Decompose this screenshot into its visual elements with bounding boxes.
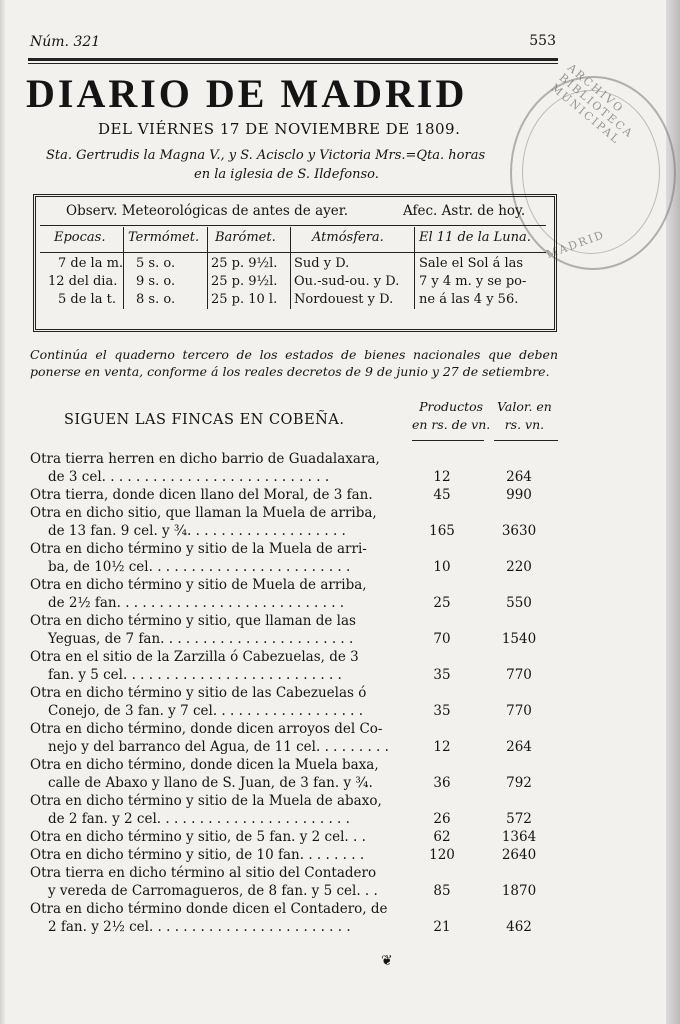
property-entry <box>30 540 560 576</box>
library-stamp-text-bottom: MADRID <box>544 227 607 262</box>
property-entry <box>30 504 560 540</box>
weather-box-rule <box>40 225 546 226</box>
entry-productos: 165 <box>429 523 455 539</box>
entry-valor: 990 <box>506 487 532 503</box>
entry-valor: 550 <box>506 595 532 611</box>
entry-valor: 1540 <box>501 631 537 647</box>
weather-box-rule-2 <box>40 252 546 253</box>
entry-line1: Otra en dicho término y sitio de la Muela de abaxo, <box>30 793 382 809</box>
entry-productos: 10 <box>433 559 451 575</box>
entry-line1: Otra en dicho término y sitio de Muela de arriba, <box>30 577 367 593</box>
entry-valor: 462 <box>506 919 532 935</box>
entry-valor: 3630 <box>501 523 537 539</box>
entry-line2: de 3 cel. . . . . . . . . . . . . . . . . . . . . . . . . . . <box>48 469 330 485</box>
weather-col-divider <box>123 227 124 309</box>
weather-col-divider <box>414 227 415 309</box>
fleuron-ornament: ❦ <box>381 953 393 969</box>
entry-valor: 770 <box>506 667 532 683</box>
entry-productos: 26 <box>433 811 451 827</box>
entry-line1: Otra en dicho término donde dicen el Contadero, de <box>30 901 388 917</box>
productos-header <box>412 398 490 434</box>
entry-line1: Otra en dicho término y sitio, de 10 fan. . . . . . . . <box>30 847 365 863</box>
entry-valor: 770 <box>506 703 532 719</box>
entry-productos: 36 <box>433 775 451 791</box>
entry-line1: Otra en dicho término, donde dicen arroyos del Co- <box>30 721 383 737</box>
entry-line1: Otra tierra, donde dicen llano del Moral, de 3 fan. <box>30 487 373 503</box>
productos-rule <box>412 440 484 441</box>
section-title: SIGUEN LAS FINCAS EN COBEÑA. <box>64 412 345 428</box>
weather-col-divider <box>290 227 291 309</box>
property-entry <box>30 756 560 792</box>
weather-heading-left: Observ. Meteorológicas de antes de ayer. <box>66 203 349 219</box>
weather-luna: Sale el Sol á las <box>419 256 524 271</box>
saints-of-the-day <box>46 146 546 184</box>
property-entry <box>30 846 560 864</box>
library-stamp-text: ARCHIVO BIBLIOTECA MUNICIPAL <box>548 61 637 147</box>
property-entry <box>30 576 560 612</box>
entry-line1: Otra en dicho sitio, que llaman la Muela de arriba, <box>30 505 377 521</box>
property-entry <box>30 612 560 648</box>
entry-productos: 35 <box>433 667 451 683</box>
weather-term: 5 s. o. <box>136 256 176 271</box>
entry-line1: Otra tierra herren en dicho barrio de Guadalaxara, <box>30 451 380 467</box>
valor-header <box>497 398 552 434</box>
property-entry <box>30 486 560 504</box>
weather-term: 9 s. o. <box>136 274 176 289</box>
saints-line-2: en la iglesia de S. Ildefonso. <box>194 167 379 182</box>
weather-atm: Nordouest y D. <box>294 292 394 307</box>
entry-line2: de 2½ fan. . . . . . . . . . . . . . . . . . . . . . . . . . . <box>48 595 345 611</box>
entry-line1: Otra en dicho término, donde dicen la Muela baxa, <box>30 757 379 773</box>
entry-line1: Otra en dicho término y sitio, que llaman de las <box>30 613 356 629</box>
intro-paragraph: Continúa el quaderno tercero de los estados de bienes nacionales que deben ponerse en venta, conforme á los reales decretos de 9 de junio y 27 de setiembre. <box>30 347 558 379</box>
property-entry <box>30 900 560 936</box>
entry-productos: 35 <box>433 703 451 719</box>
property-entry <box>30 684 560 720</box>
productos-header-line2: en rs. de vn. <box>412 417 491 432</box>
masthead-title: DIARIO DE MADRID <box>26 71 468 116</box>
entry-line2: calle de Abaxo y llano de S. Juan, de 3 fan. y ¾. <box>48 775 373 791</box>
entry-valor: 264 <box>506 739 532 755</box>
weather-col-luna: El 11 de la Luna. <box>419 230 531 245</box>
property-entry <box>30 792 560 828</box>
weather-baro: 25 p. 9½l. <box>211 256 278 271</box>
entry-productos: 62 <box>433 829 451 845</box>
property-entry <box>30 828 560 846</box>
entry-productos: 45 <box>433 487 451 503</box>
entry-line2: y vereda de Carromagueros, de 8 fan. y 5 cel. . . <box>48 883 378 899</box>
dateline: DEL VIÉRNES 17 DE NOVIEMBRE DE 1809. <box>98 120 461 138</box>
entry-valor: 1870 <box>501 883 537 899</box>
entry-line1: Otra en dicho término y sitio de la Muela de arri- <box>30 541 367 557</box>
entry-productos: 12 <box>433 469 451 485</box>
weather-heading-right: Afec. Astr. de hoy. <box>403 203 526 219</box>
entry-line2: de 2 fan. y 2 cel. . . . . . . . . . . . . . . . . . . . . . . <box>48 811 350 827</box>
page-left-edge <box>0 0 6 1024</box>
weather-atm: Sud y D. <box>294 256 350 271</box>
entry-valor: 792 <box>506 775 532 791</box>
entry-line2: fan. y 5 cel. . . . . . . . . . . . . . . . . . . . . . . . . . <box>48 667 342 683</box>
weather-col-atmosfera: Atmósfera. <box>312 230 384 245</box>
issue-number: Núm. 321 <box>30 34 101 50</box>
entry-line2: nejo y del barranco del Agua, de 11 cel. . . . . . . . . <box>48 739 389 755</box>
entry-productos: 70 <box>433 631 451 647</box>
entry-line1: Otra tierra en dicho término al sitio del Contadero <box>30 865 377 881</box>
entry-valor: 572 <box>506 811 532 827</box>
entry-valor: 1364 <box>501 829 537 845</box>
entry-line1: Otra en dicho término y sitio de las Cabezuelas ó <box>30 685 367 701</box>
productos-header-line1: Productos <box>419 399 484 414</box>
weather-epoca: 12 del dia. <box>48 274 118 289</box>
entry-valor: 2640 <box>501 847 537 863</box>
page-number: 553 <box>529 33 556 49</box>
valor-header-line1: Valor. en <box>497 399 552 414</box>
weather-col-epocas: Epocas. <box>54 230 106 245</box>
entry-productos: 25 <box>433 595 451 611</box>
weather-luna: ne á las 4 y 56. <box>419 292 519 307</box>
weather-atm: Ou.-sud-ou. y D. <box>294 274 400 289</box>
entry-line1: Otra en dicho término y sitio, de 5 fan. y 2 cel. . . <box>30 829 366 845</box>
weather-epoca: 5 de la t. <box>58 292 116 307</box>
weather-baro: 25 p. 9½l. <box>211 274 278 289</box>
valor-rule <box>494 440 558 441</box>
entry-productos: 12 <box>433 739 451 755</box>
entry-productos: 85 <box>433 883 451 899</box>
entry-line2: 2 fan. y 2½ cel. . . . . . . . . . . . . . . . . . . . . . . . <box>48 919 351 935</box>
entry-line1: Otra en el sitio de la Zarzilla ó Cabezuelas, de 3 <box>30 649 359 665</box>
valor-header-line2: rs. vn. <box>504 417 545 432</box>
entry-line2: Yeguas, de 7 fan. . . . . . . . . . . . . . . . . . . . . . . <box>48 631 354 647</box>
weather-luna: 7 y 4 m. y se po- <box>419 274 527 289</box>
weather-baro: 25 p. 10 l. <box>211 292 278 307</box>
weather-col-termometro: Termómet. <box>128 230 200 245</box>
entry-line2: Conejo, de 3 fan. y 7 cel. . . . . . . . . . . . . . . . . . <box>48 703 364 719</box>
header-rule-thick <box>28 58 558 61</box>
entry-line2: de 13 fan. 9 cel. y ¾. . . . . . . . . . . . . . . . . . . <box>48 523 346 539</box>
saints-line-1: Sta. Gertrudis la Magna V., y S. Acisclo y Victoria Mrs.=Qta. horas <box>46 148 486 163</box>
entry-valor: 264 <box>506 469 532 485</box>
property-entry <box>30 648 560 684</box>
entry-productos: 21 <box>433 919 451 935</box>
property-entry <box>30 864 560 900</box>
entry-valor: 220 <box>506 559 532 575</box>
header-rule-thin <box>28 63 558 64</box>
property-entry <box>30 720 560 756</box>
property-entry <box>30 450 560 486</box>
property-list <box>30 450 560 936</box>
weather-epoca: 7 de la m. <box>58 256 124 271</box>
entry-line2: ba, de 10½ cel. . . . . . . . . . . . . . . . . . . . . . . . <box>48 559 351 575</box>
weather-col-divider <box>207 227 208 309</box>
weather-col-barometro: Barómet. <box>215 230 276 245</box>
entry-productos: 120 <box>429 847 455 863</box>
weather-term: 8 s. o. <box>136 292 176 307</box>
